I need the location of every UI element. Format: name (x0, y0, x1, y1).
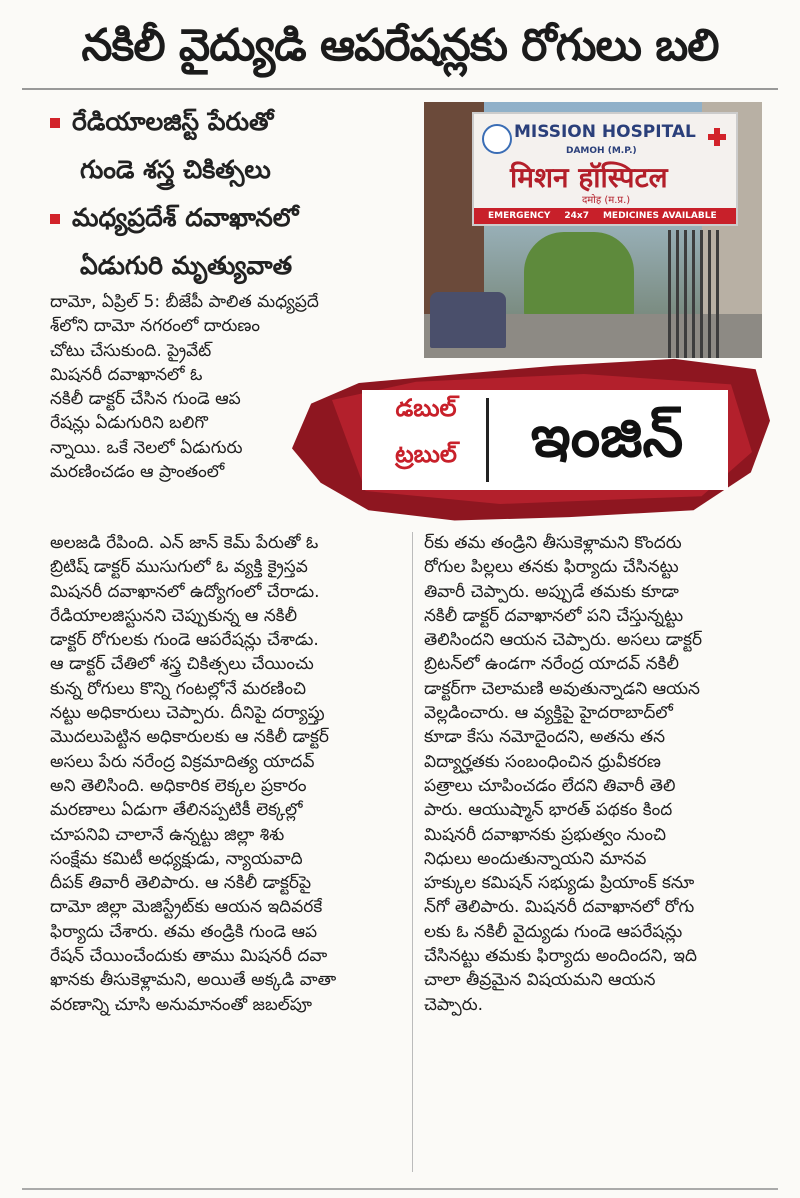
text-line: కున్న రోగులు కొన్ని గంటల్లోనే మరణించి (50, 678, 306, 699)
red-cross-icon (708, 128, 726, 146)
text-line: కూడా కేసు నమోదైందని, అతను తన (424, 727, 666, 748)
text-line: న్నాయి. ఒకే నెలలో ఏడుగురు (50, 437, 243, 458)
sign-hindi-city: दमोह (म.प्र.) (582, 195, 631, 206)
bullet-text: ఏడుగురి మృత్యువాత (80, 251, 293, 280)
sign-english: MISSION HOSPITAL (514, 122, 696, 142)
text-line: ఖానకు తీసుకెళ్లామని, అయితే అక్కడి వాతా (50, 970, 337, 991)
text-line: హక్కుల కమిషన్ సభ్యుడు ప్రియాంక్ కనూ (424, 873, 695, 894)
sign-city: DAMOH (M.P.) (566, 146, 637, 156)
bullet-item (50, 98, 420, 146)
sign-hindi: मिशन हॉस्पिटल (510, 161, 668, 194)
article-column-right (424, 531, 772, 1017)
text-line: పత్రాలు చూపించడం లేదని తివారీ తెలి (424, 775, 676, 796)
text-line: వెల్లడించారు. ఆ వ్యక్తిపై హైదరాబాద్‌లో (424, 703, 673, 724)
bullet-item (50, 194, 420, 242)
sign-strip-right: MEDICINES AVAILABLE (602, 211, 717, 221)
text-line: ర్‌కు తమ తండ్రిని తీసుకెళ్లామని కొందరు (424, 533, 682, 553)
text-line: చేసినట్టు తమకు ఫిర్యాదు అందిందని, ఇది (424, 946, 697, 967)
text-line: అసలు పేరు నరేంద్ర విక్రమాదిత్య యాదవ్ (50, 751, 315, 772)
bullet-text: మధ్యప్రదేశ్ దవాఖానలో (72, 203, 299, 232)
text-line: మిషనరీ దవాఖానలో ఉద్యోగంలో చేరాడు. (50, 581, 320, 602)
bullet-text: రేడియాలజిస్ట్ పేరుతో (72, 107, 274, 136)
banner-small-top: డబుల్ (395, 394, 457, 422)
text-line: నట్టు అధికారులు చెప్పారు. దీనిపై దర్యాప్తు (50, 703, 325, 724)
text-line: డాక్టర్ రోగులకు గుండె ఆపరేషన్లు చేశాడు. (50, 630, 319, 651)
text-line: విద్యార్హతకు సంబంధించిన ధ్రువీకరణ (424, 751, 661, 772)
text-line: చూపనివి చాలానే ఉన్నట్టు జిల్లా శిశు (50, 824, 285, 845)
hospital-photo (424, 102, 762, 358)
text-line: అలజడి రేపింది. ఎన్ జాన్ కెమ్ పేరుతో ఓ (50, 533, 319, 553)
banner-divider (486, 398, 489, 482)
text-line: రోగుల పిల్లలు తనకు ఫిర్యాదు చేసినట్టు (424, 557, 679, 578)
text-line: రేషన్ చేయించేందుకు తాము మిషనరీ దవా (50, 946, 328, 967)
gate (668, 230, 724, 358)
text-line: బ్రిటిష్ డాక్టర్ ముసుగులో ఓ వ్యక్తి క్రైస్తవ (50, 557, 308, 578)
text-line: రేడియాలజిస్టునని చెప్పుకున్న ఆ నకిలీ (50, 605, 298, 626)
text-line: మిషనరీ దవాఖానకు ప్రభుత్వం నుంచి (424, 824, 666, 845)
article-column-left (50, 531, 402, 1017)
text-line: తెలిసిందని ఆయన చెప్పారు. అసలు డాక్టర్ (424, 630, 703, 651)
text-line: శ్‌లోని దామో నగరంలో దారుణం (50, 316, 261, 337)
text-line: మరణించడం ఆ ప్రాంతంలో (50, 462, 225, 483)
bullet-square-icon (50, 118, 60, 128)
bullet-text: గుండె శస్త్ర చికిత్సలు (80, 155, 271, 184)
auto-rickshaw (430, 292, 506, 348)
bullet-item-continued (50, 242, 420, 290)
text-line: అని తెలిసింది. అధికారిక లెక్కల ప్రకారం (50, 775, 307, 796)
text-line: న్‌గో తెలిపారు. మిషనరీ దవాఖానలో రోగు (424, 897, 695, 918)
text-line: మరణాలు ఏడుగా తేలినప్పటికీ లెక్కల్లో (50, 800, 303, 821)
text-line: దీపక్ తివారీ తెలిపారు. ఆ నకిలీ డాక్టర్‌పై (50, 873, 312, 894)
bullet-item-continued (50, 146, 420, 194)
headline: నకిలీ వైద్యుడి ఆపరేషన్లకు రోగులు బలి (81, 20, 719, 71)
sign-strip-left: EMERGENCY (488, 211, 551, 221)
bullet-square-icon (50, 214, 60, 224)
text-line: నకిలీ డాక్టర్ దవాఖానలో పని చేస్తున్నట్టు (424, 605, 684, 626)
footer-rule (22, 1188, 778, 1190)
column-divider (412, 532, 413, 1172)
text-line: ఫిర్యాదు చేశారు. తమ తండ్రికి గుండె ఆప (50, 921, 318, 942)
text-line: లకు ఓ నకిలీ వైద్యుడు గుండె ఆపరేషన్లు (424, 921, 683, 942)
hospital-logo-icon (482, 124, 512, 154)
text-line: చోటు చేసుకుంది. ప్రైవేట్ (50, 340, 212, 361)
subheadline-bullets (50, 98, 420, 290)
sign-strip-mid: 24x7 (564, 211, 589, 221)
headline-rule (22, 88, 778, 90)
hospital-signboard (472, 112, 738, 226)
banner-big: ఇంజిన్ (530, 402, 684, 470)
text-line: దామో, ఏప్రిల్ 5: బీజేపీ పాలిత మధ్యప్రదే (50, 292, 319, 312)
text-line: చాలా తీవ్రమైన విషయమని ఆయన (424, 970, 656, 991)
text-line: రేషన్లు ఏడుగురిని బలిగొ (50, 413, 208, 434)
text-line: సంక్షేమ కమిటీ అధ్యక్షుడు, న్యాయవాది (50, 848, 303, 869)
text-line: పారు. ఆయుష్మాన్ భారత్ పథకం కింద (424, 800, 673, 821)
text-line: వరణాన్ని చూసి అనుమానంతో జబల్‌పూ (50, 994, 313, 1015)
text-line: చెప్పారు. (424, 994, 484, 1015)
text-line: మిషనరీ దవాఖానలో ఓ (50, 364, 203, 385)
text-line: బ్రిటన్‌లో ఉండగా నరేంద్ర యాదవ్ నకిలీ (424, 654, 680, 675)
text-line: తివారీ చెప్పారు. అప్పుడే తమకు కూడా (424, 581, 679, 602)
text-line: ఆ డాక్టర్ చేతిలో శస్త్ర చికిత్సలు చేయించు (50, 654, 314, 675)
text-line: డాక్టర్‌గా చెలామణి అవుతున్నాడని ఆయన (424, 678, 700, 699)
banner-small-bottom: ట్రబుల్ (395, 440, 457, 468)
tree (524, 232, 634, 322)
lead-paragraph (50, 290, 368, 484)
sign-strip (474, 208, 736, 224)
text-line: దామో జిల్లా మెజిస్ట్రేట్‌కు ఆయన ఇదివరకే (50, 897, 323, 918)
text-line: మొదలుపెట్టిన అధికారులకు ఆ నకిలీ డాక్టర్ (50, 727, 329, 748)
text-line: నకిలీ డాక్టర్ చేసిన గుండె ఆప (50, 389, 241, 410)
text-line: నిధులు అందుతున్నాయని మానవ (424, 848, 647, 869)
